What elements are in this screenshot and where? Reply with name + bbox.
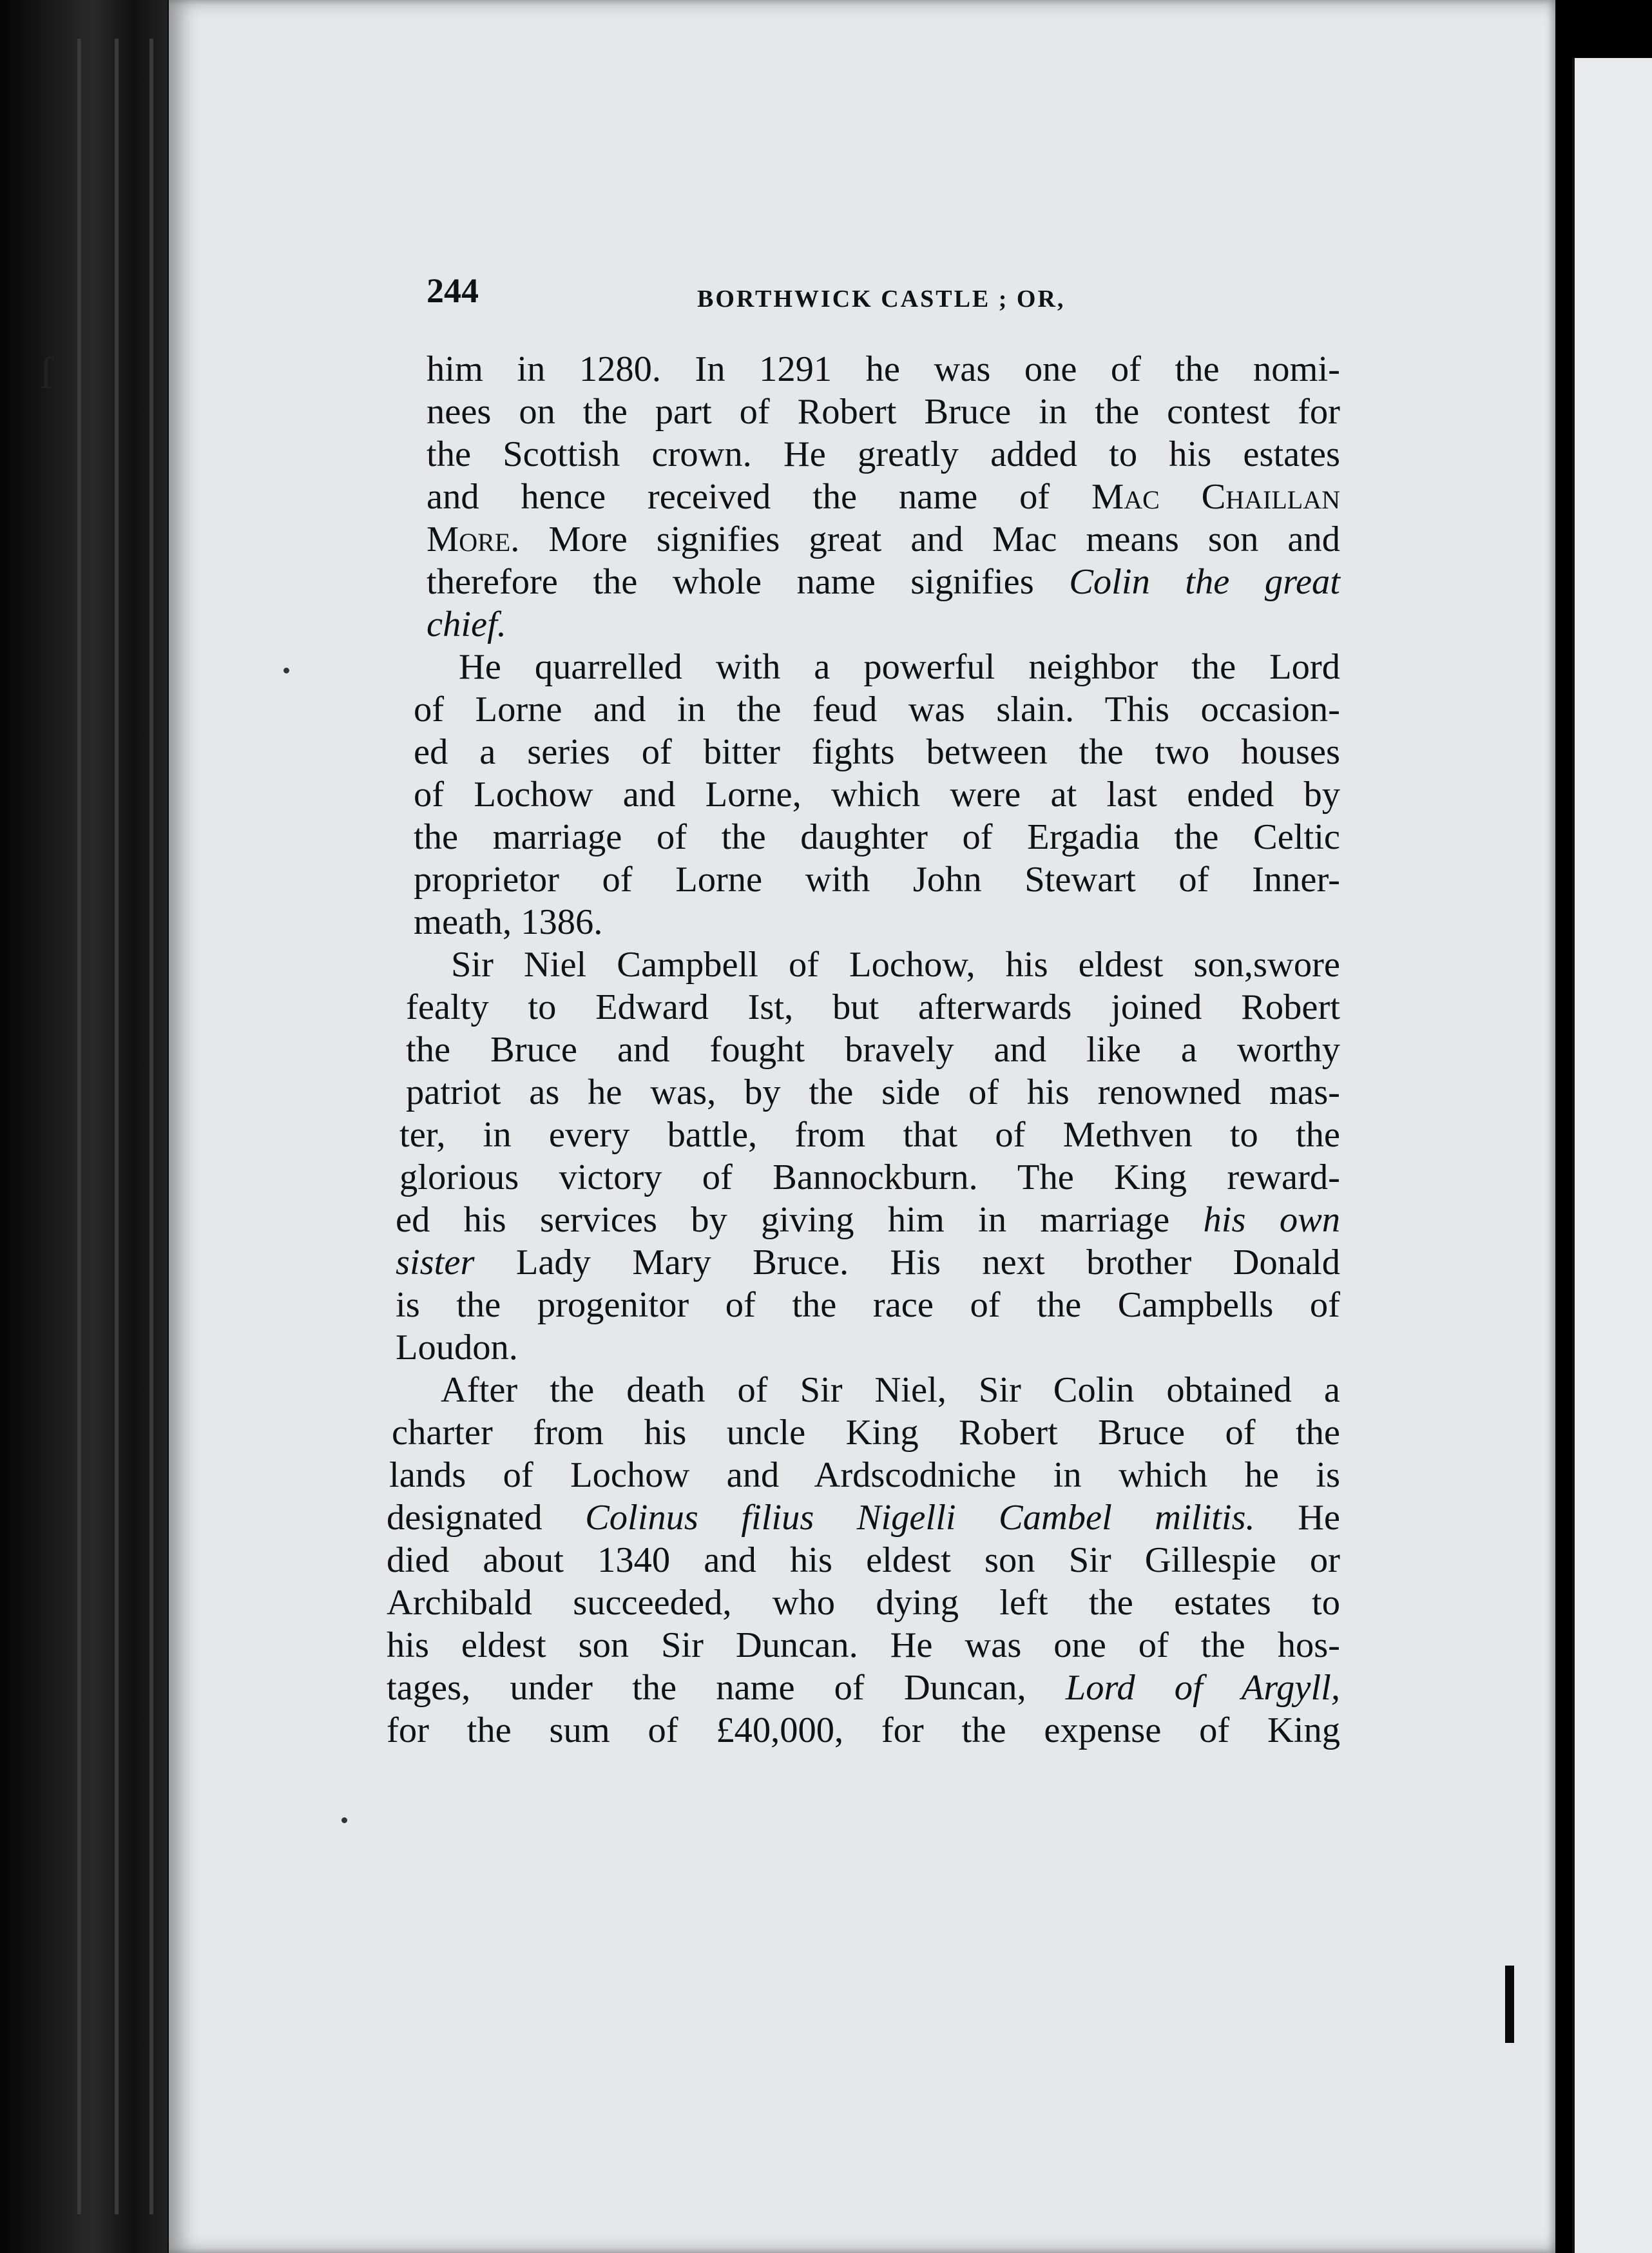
page-number: 244 xyxy=(427,271,479,310)
text-line: patriot as he was, by the side of his renowned mas- xyxy=(406,1072,1340,1112)
paragraph xyxy=(387,646,1340,943)
text-line: Archibald succeeded, who dying left the estates to xyxy=(387,1583,1340,1623)
text-line: nees on the part of Robert Bruce in the contest for xyxy=(427,392,1340,432)
text-line: lands of Lochow and Ardscodniche in which he is xyxy=(389,1455,1340,1495)
text-line: him in 1280. In 1291 he was one of the nomi- xyxy=(427,349,1340,389)
facing-page-edge xyxy=(1572,58,1652,2253)
body-text xyxy=(387,348,1340,1752)
spine-edge-line xyxy=(115,39,119,2214)
text-line: fealty to Edward Ist, but afterwards joined Robert xyxy=(406,987,1340,1027)
text-line: ed his services by giving him in marriage his own xyxy=(396,1200,1341,1240)
margin-mark: ſ xyxy=(40,349,53,398)
text-line: ed a series of bitter fights between the two houses xyxy=(414,732,1340,772)
text-line: the Bruce and fought bravely and like a worthy xyxy=(406,1030,1340,1070)
page-header xyxy=(427,271,1354,322)
text-line: the Scottish crown. He greatly added to his estates xyxy=(427,434,1340,474)
page-edge-mark xyxy=(1505,1966,1514,2043)
text-line: After the death of Sir Niel, Sir Colin obtained a xyxy=(441,1370,1340,1410)
text-line: for the sum of £40,000, for the expense of King xyxy=(387,1710,1340,1750)
text-line: tages, under the name of Duncan, Lord of Argyll, xyxy=(387,1668,1340,1708)
text-line: sister Lady Mary Bruce. His next brother Donald xyxy=(396,1243,1340,1282)
spine-edge-line xyxy=(77,39,81,2214)
text-line: glorious victory of Bannockburn. The King reward- xyxy=(399,1157,1340,1197)
text-line: proprietor of Lorne with John Stewart of Inner- xyxy=(414,860,1340,900)
spine-edge-line xyxy=(149,39,153,2214)
book-spine xyxy=(0,0,168,2253)
text-line: of Lochow and Lorne, which were at last ended by xyxy=(414,775,1340,815)
text-line: meath, 1386. xyxy=(414,902,603,942)
text-line: Sir Niel Campbell of Lochow, his eldest son,swore xyxy=(451,945,1340,985)
text-line: and hence received the name of Mac Chaillan xyxy=(427,477,1340,517)
paragraph xyxy=(387,348,1340,646)
text-line: He quarrelled with a powerful neighbor the Lord xyxy=(459,647,1340,687)
running-head: BORTHWICK CASTLE ; OR, xyxy=(697,285,1066,313)
text-line: designated Colinus filius Nigelli Cambel militis. He xyxy=(387,1498,1340,1538)
speck xyxy=(283,668,289,673)
paragraph xyxy=(387,1369,1340,1752)
text-line: the marriage of the daughter of Ergadia the Celtic xyxy=(414,817,1340,857)
text-line: chief. xyxy=(427,604,506,644)
text-line: ter, in every battle, from that of Methven to the xyxy=(399,1115,1340,1155)
text-line: his eldest son Sir Duncan. He was one of the hos- xyxy=(387,1625,1340,1665)
speck xyxy=(341,1817,347,1823)
text-line: of Lorne and in the feud was slain. This occasion- xyxy=(414,690,1340,730)
text-line: is the progenitor of the race of the Campbells of xyxy=(396,1285,1340,1325)
text-line: therefore the whole name signifies Colin the great xyxy=(427,562,1340,602)
paragraph xyxy=(387,943,1340,1369)
text-line: Loudon. xyxy=(396,1328,518,1368)
text-line: died about 1340 and his eldest son Sir Gillespie or xyxy=(387,1540,1340,1580)
text-line: More. More signifies great and Mac means son and xyxy=(427,519,1340,559)
text-line: charter from his uncle King Robert Bruce of the xyxy=(392,1413,1340,1453)
